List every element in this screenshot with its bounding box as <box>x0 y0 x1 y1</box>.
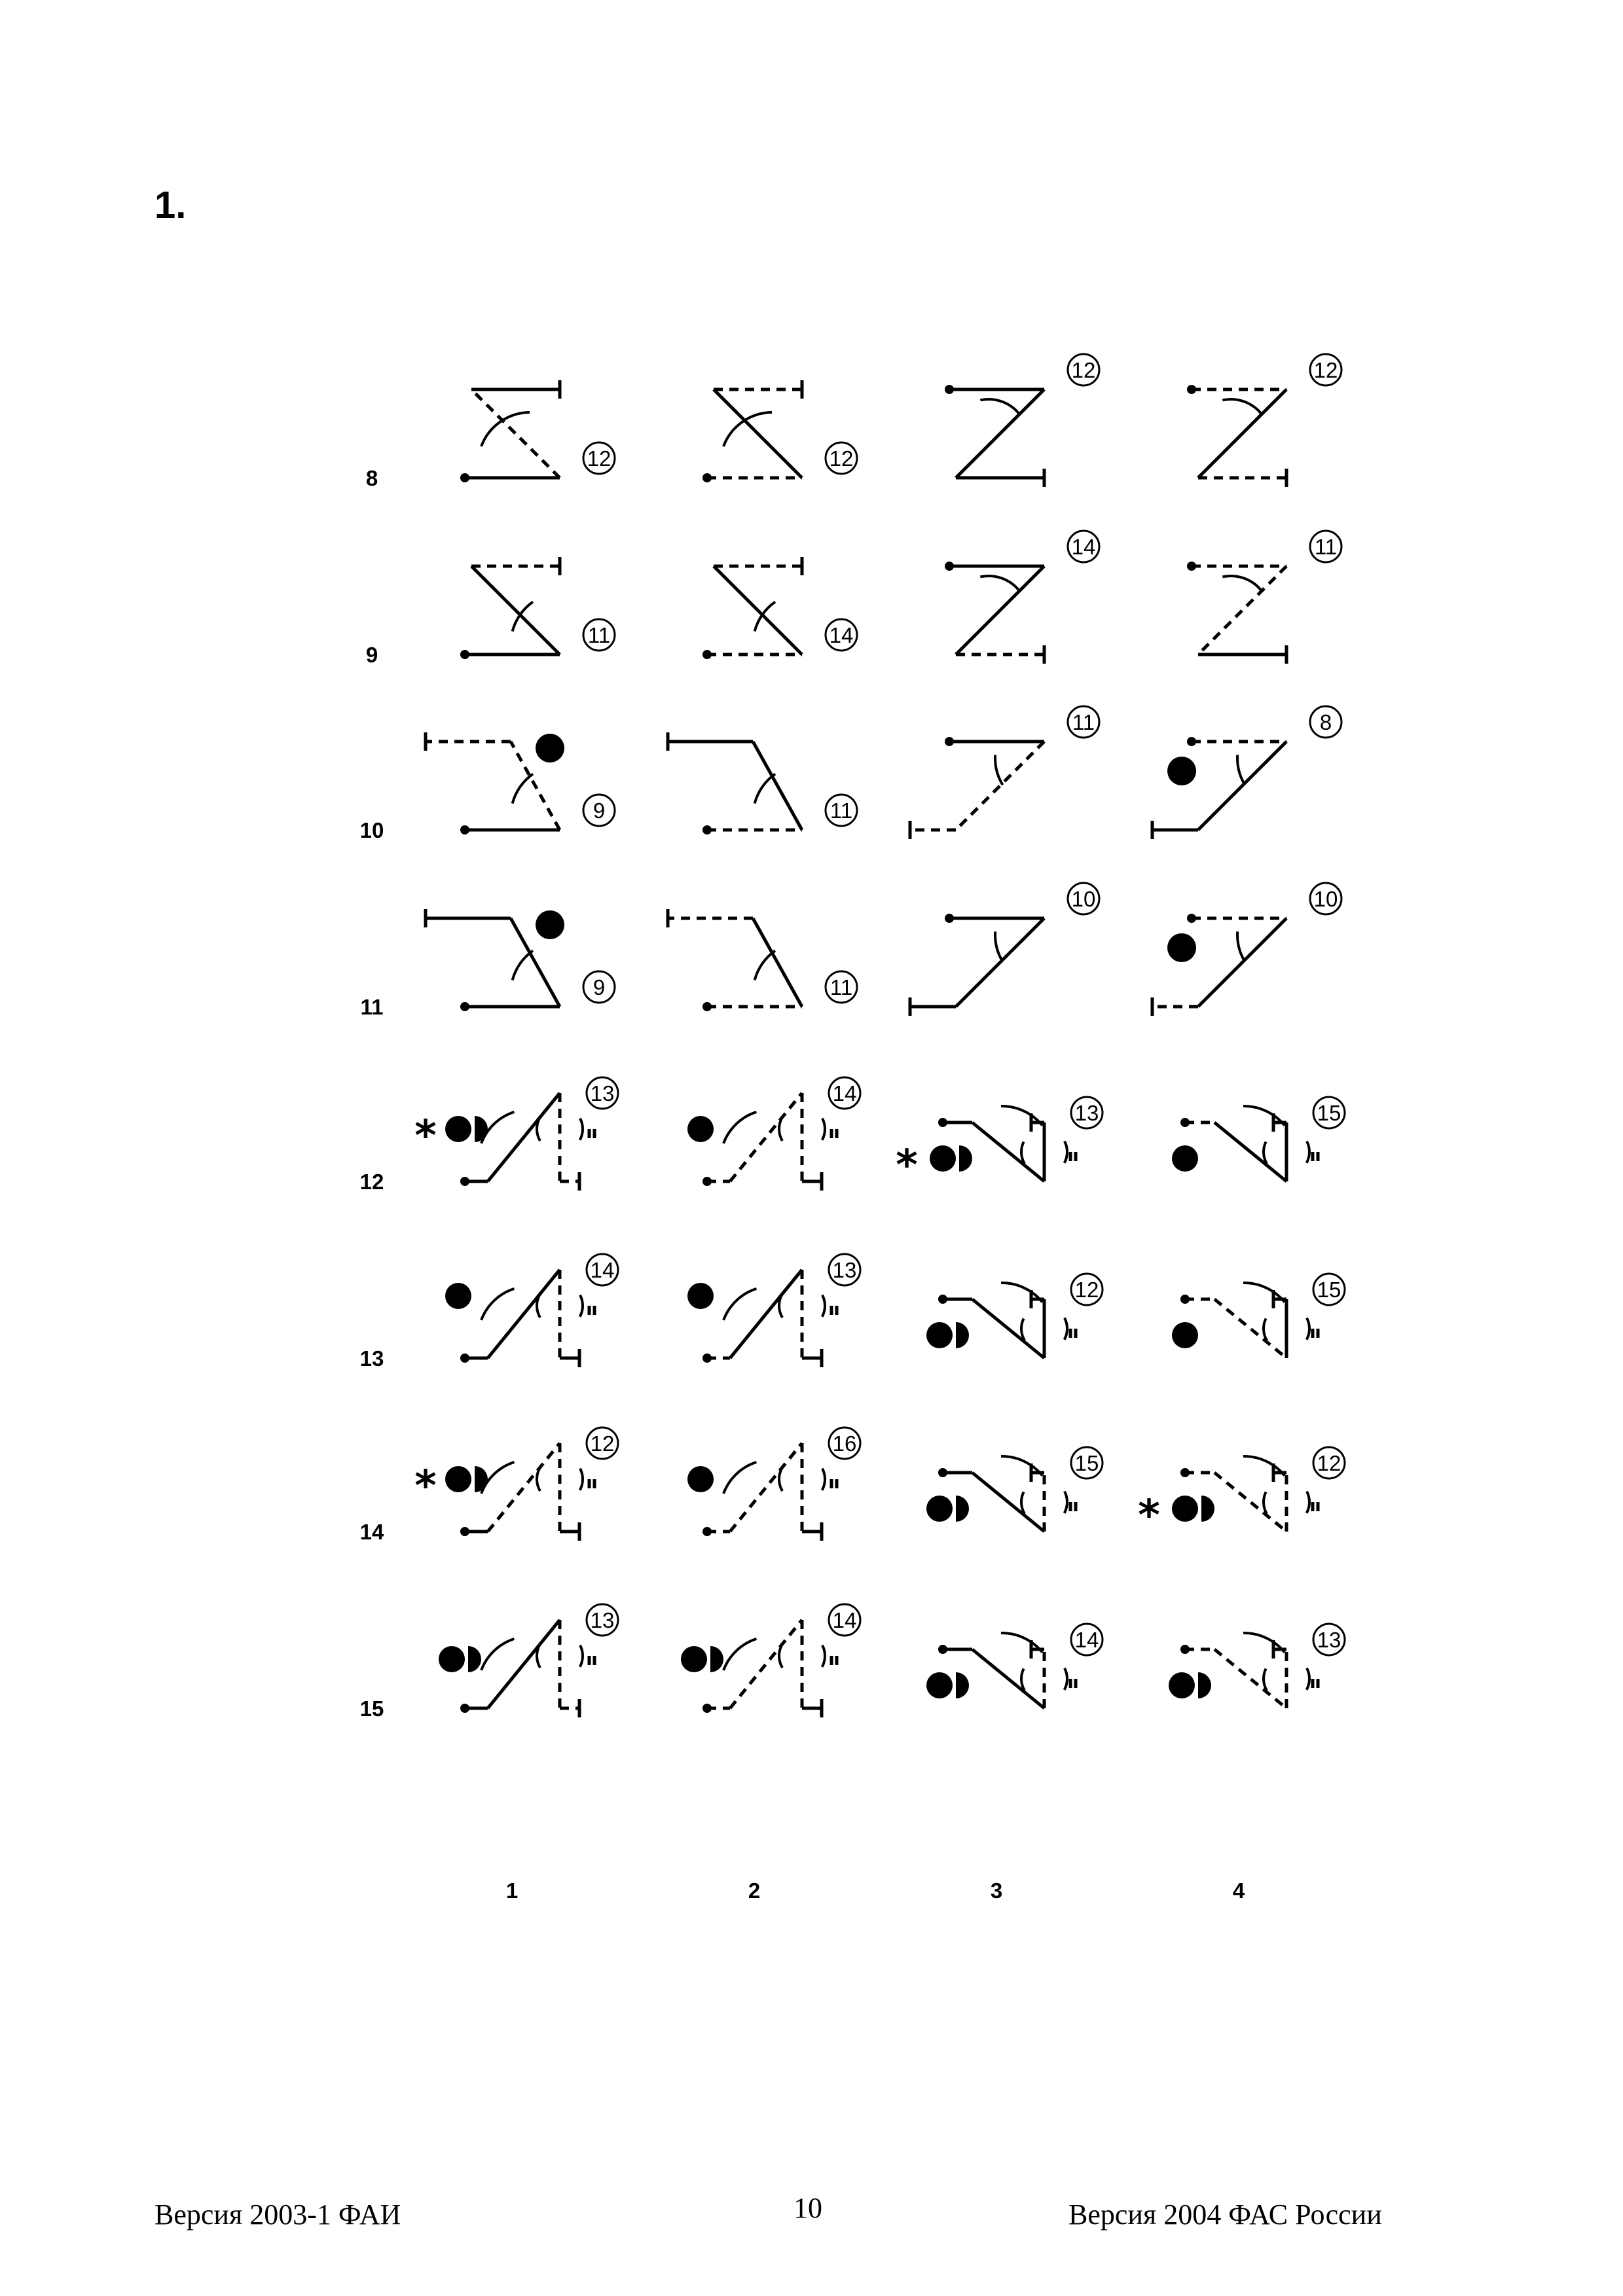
dashed-line <box>471 389 560 478</box>
figure-number: 12 <box>1074 1278 1099 1302</box>
dot <box>938 1645 947 1654</box>
solid-line <box>488 1620 560 1708</box>
arc-mark <box>1237 931 1245 961</box>
dot <box>702 1354 712 1363</box>
dot <box>702 473 712 482</box>
dot <box>1180 1295 1190 1304</box>
maneuver-figure <box>681 1604 860 1717</box>
figure-number: 12 <box>1313 358 1338 382</box>
dot <box>687 1466 714 1492</box>
arc-mark <box>580 1645 583 1667</box>
arc-mark <box>1021 1319 1025 1341</box>
maneuver-figure <box>926 1274 1103 1358</box>
maneuver-figure <box>460 557 615 659</box>
figure-number: 15 <box>1317 1278 1341 1302</box>
solid-line <box>956 918 1044 1007</box>
half-dot <box>956 1322 969 1348</box>
dot <box>702 825 712 834</box>
half-dot <box>710 1646 723 1672</box>
arc-mark <box>1021 1669 1025 1691</box>
arc-mark <box>580 1119 583 1140</box>
row-label-9: 9 <box>365 643 378 667</box>
solid-line <box>753 918 802 1007</box>
figure-number: 9 <box>593 798 606 823</box>
figure-number: 11 <box>1072 710 1095 734</box>
arc-mark <box>481 1289 514 1320</box>
dashed-line <box>730 1443 802 1532</box>
maneuver-figure <box>702 557 857 659</box>
maneuver-figure <box>1172 1274 1345 1358</box>
arc-mark <box>723 1639 756 1670</box>
dot <box>945 737 954 746</box>
footer-version-fas: Версия 2004 ФАС России <box>1068 2198 1382 2231</box>
figure-number: 12 <box>1071 358 1096 382</box>
maneuver-figure <box>926 1447 1103 1532</box>
dot <box>938 1118 947 1127</box>
dot <box>460 1002 469 1011</box>
arc-mark <box>822 1119 825 1140</box>
arc-mark <box>822 1645 825 1667</box>
dashed-line <box>956 742 1044 830</box>
figure-number: 11 <box>1314 535 1338 559</box>
maneuver-figure <box>426 909 615 1011</box>
figure-number: 13 <box>590 1081 615 1105</box>
maneuver-figure <box>945 354 1099 487</box>
solid-line <box>714 566 802 655</box>
half-dot <box>468 1646 481 1672</box>
figure-number: 11 <box>830 975 853 999</box>
arc-mark <box>1264 1492 1267 1515</box>
dot <box>1167 933 1196 962</box>
arc-mark <box>779 1119 782 1141</box>
dot <box>1172 1496 1198 1522</box>
dot <box>926 1322 953 1348</box>
arc-mark <box>580 1469 583 1490</box>
dot <box>945 914 954 923</box>
dot <box>1187 914 1196 923</box>
maneuver-figure <box>460 380 615 482</box>
arc-mark <box>779 1646 782 1668</box>
arc-mark <box>580 1295 583 1317</box>
arc-mark <box>1237 755 1245 785</box>
arc-mark <box>1021 1492 1025 1515</box>
figure-number: 12 <box>587 446 611 471</box>
figure-number: 11 <box>830 798 853 823</box>
column-label-4: 4 <box>1232 1878 1245 1903</box>
solid-line <box>753 742 802 830</box>
arc-mark <box>723 1112 756 1143</box>
row-label-15: 15 <box>359 1696 384 1721</box>
maneuver-figure <box>687 1077 860 1191</box>
arc-mark <box>822 1295 825 1317</box>
maneuver-figure <box>1172 1097 1345 1181</box>
figure-number: 12 <box>1317 1451 1341 1475</box>
solid-line <box>1198 742 1286 830</box>
arc-mark <box>1065 1492 1067 1513</box>
maneuver-figure <box>1169 1624 1345 1708</box>
dot <box>930 1145 956 1172</box>
dot <box>702 1177 712 1186</box>
dot <box>1187 562 1196 571</box>
arc-mark <box>1307 1318 1309 1340</box>
figure-number: 14 <box>832 1608 857 1632</box>
arc-mark <box>723 1289 756 1320</box>
solid-line <box>1198 918 1286 1007</box>
arc-mark <box>1307 1141 1309 1163</box>
arc-mark <box>537 1646 540 1668</box>
maneuver-figure <box>1152 883 1341 1016</box>
dashed-line <box>730 1093 802 1181</box>
dashed-line <box>1214 1473 1286 1532</box>
maneuver-figure <box>1187 531 1341 664</box>
arc-mark <box>1307 1492 1309 1513</box>
figure-number: 14 <box>590 1258 615 1282</box>
dot <box>681 1646 707 1672</box>
dot <box>687 1283 714 1309</box>
figure-number: 12 <box>829 446 854 471</box>
arc-mark <box>537 1119 540 1141</box>
dot <box>445 1116 471 1142</box>
dot <box>1167 757 1196 785</box>
arc-mark <box>980 399 1019 414</box>
figure-number: 11 <box>587 623 611 647</box>
row-label-11: 11 <box>360 995 384 1019</box>
star-mark: * <box>1138 1492 1160 1540</box>
figure-number: 13 <box>590 1608 615 1632</box>
solid-line <box>1198 389 1286 478</box>
dot <box>460 1704 469 1713</box>
dot <box>1180 1645 1190 1654</box>
half-dot <box>956 1496 969 1522</box>
maneuver-figure <box>896 1097 1103 1190</box>
maneuver-figure <box>1152 706 1341 839</box>
star-mark: * <box>414 1462 437 1511</box>
dot <box>1172 1145 1198 1172</box>
solid-line <box>972 1122 1044 1181</box>
figure-number: 15 <box>1074 1451 1099 1475</box>
maneuver-figure <box>945 531 1099 664</box>
half-dot <box>475 1466 488 1492</box>
column-label-1: 1 <box>505 1878 519 1903</box>
dot <box>1172 1322 1198 1348</box>
arc-mark <box>1065 1141 1067 1163</box>
row-label-12: 12 <box>359 1170 384 1194</box>
half-dot <box>959 1145 972 1172</box>
dot <box>938 1295 947 1304</box>
column-label-3: 3 <box>990 1878 1003 1903</box>
dot <box>460 650 469 659</box>
maneuver-figure <box>414 1077 618 1191</box>
star-mark: * <box>896 1141 918 1190</box>
maneuver-figure <box>445 1254 618 1367</box>
dashed-line <box>1198 566 1286 655</box>
maneuver-figure <box>414 1427 618 1541</box>
arc-mark <box>1222 399 1261 414</box>
dot <box>1187 385 1196 394</box>
maneuver-figure <box>439 1604 618 1717</box>
dot <box>445 1283 471 1309</box>
arc-mark <box>513 774 533 804</box>
dot <box>445 1466 471 1492</box>
half-dot <box>1201 1496 1214 1522</box>
page-number: 10 <box>793 2192 822 2224</box>
arc-mark <box>481 1639 514 1670</box>
arc-mark <box>779 1296 782 1318</box>
dot <box>926 1496 953 1522</box>
solid-line <box>714 389 802 478</box>
arc-mark <box>1307 1668 1309 1690</box>
dot <box>536 734 564 762</box>
half-dot <box>956 1672 969 1698</box>
dot <box>702 1002 712 1011</box>
maneuver-figure <box>1187 354 1341 487</box>
dot <box>945 385 954 394</box>
figure-number: 12 <box>590 1431 615 1456</box>
maneuver-figure <box>926 1624 1103 1708</box>
arc-mark <box>995 755 1002 785</box>
arc-mark <box>822 1469 825 1490</box>
dot <box>1180 1118 1190 1127</box>
figure-number: 14 <box>829 623 854 647</box>
figure-number: 14 <box>1074 1628 1099 1652</box>
figure-number: 13 <box>1317 1628 1341 1652</box>
solid-line <box>1214 1122 1286 1181</box>
figure-number: 10 <box>1071 887 1096 911</box>
maneuver-figure <box>910 706 1099 839</box>
maneuver-figure <box>687 1427 860 1541</box>
dot <box>702 650 712 659</box>
maneuver-figure <box>668 909 857 1011</box>
dot <box>687 1116 714 1142</box>
dot <box>945 562 954 571</box>
arc-mark <box>1021 1142 1025 1164</box>
maneuver-figure <box>668 732 857 834</box>
figure-number: 14 <box>832 1081 857 1105</box>
figure-number: 16 <box>832 1431 857 1456</box>
row-label-14: 14 <box>359 1520 384 1544</box>
half-dot <box>475 1116 488 1142</box>
solid-line <box>471 566 560 655</box>
arc-mark <box>1065 1668 1067 1690</box>
figure-number: 10 <box>1313 887 1338 911</box>
solid-line <box>956 389 1044 478</box>
dot <box>926 1672 953 1698</box>
column-label-2: 2 <box>748 1878 761 1903</box>
figure-number: 13 <box>1074 1101 1099 1125</box>
figure-number: 13 <box>832 1258 857 1282</box>
row-label-8: 8 <box>365 466 378 490</box>
half-dot <box>1198 1672 1211 1698</box>
maneuver-figure <box>702 380 857 482</box>
figure-number: 14 <box>1071 535 1096 559</box>
maneuver-figure <box>426 732 615 834</box>
dot <box>460 1527 469 1536</box>
maneuver-figure <box>1138 1447 1345 1540</box>
dot <box>938 1468 947 1477</box>
row-label-10: 10 <box>359 818 384 842</box>
dot <box>460 1354 469 1363</box>
section-heading: 1. <box>155 184 187 226</box>
dot <box>460 1177 469 1186</box>
row-label-13: 13 <box>359 1346 384 1371</box>
dot <box>460 473 469 482</box>
arc-mark <box>1264 1669 1267 1691</box>
arc-mark <box>723 1462 756 1494</box>
dot <box>439 1646 465 1672</box>
solid-line <box>972 1649 1044 1708</box>
dot <box>460 825 469 834</box>
dot <box>1169 1672 1195 1698</box>
dot <box>1187 737 1196 746</box>
figure-number: 8 <box>1319 710 1332 734</box>
solid-line <box>972 1473 1044 1532</box>
figure-number: 9 <box>593 975 606 999</box>
solid-line <box>488 1270 560 1358</box>
arc-mark <box>779 1469 782 1492</box>
arc-mark <box>537 1469 540 1492</box>
arc-mark <box>537 1296 540 1318</box>
dot <box>702 1704 712 1713</box>
solid-line <box>488 1093 560 1181</box>
figure-number: 15 <box>1317 1101 1341 1125</box>
solid-line <box>972 1299 1044 1358</box>
arc-mark <box>1065 1318 1067 1340</box>
solid-line <box>730 1270 802 1358</box>
arc-mark <box>1222 576 1261 590</box>
star-mark: * <box>414 1112 437 1160</box>
dashed-line <box>488 1443 560 1532</box>
dot <box>536 910 564 939</box>
maneuver-figure <box>910 883 1099 1016</box>
arc-mark <box>980 576 1019 590</box>
dot <box>1180 1468 1190 1477</box>
arc-mark <box>1264 1142 1267 1164</box>
dashed-line <box>1214 1649 1286 1708</box>
solid-line <box>956 566 1044 655</box>
dot <box>702 1527 712 1536</box>
dashed-line <box>730 1620 802 1708</box>
arc-mark <box>1264 1319 1267 1341</box>
arc-mark <box>995 931 1002 961</box>
maneuver-figure <box>687 1254 860 1367</box>
dashed-line <box>1214 1299 1286 1358</box>
footer-version-fai: Версия 2003-1 ФАИ <box>155 2198 401 2231</box>
